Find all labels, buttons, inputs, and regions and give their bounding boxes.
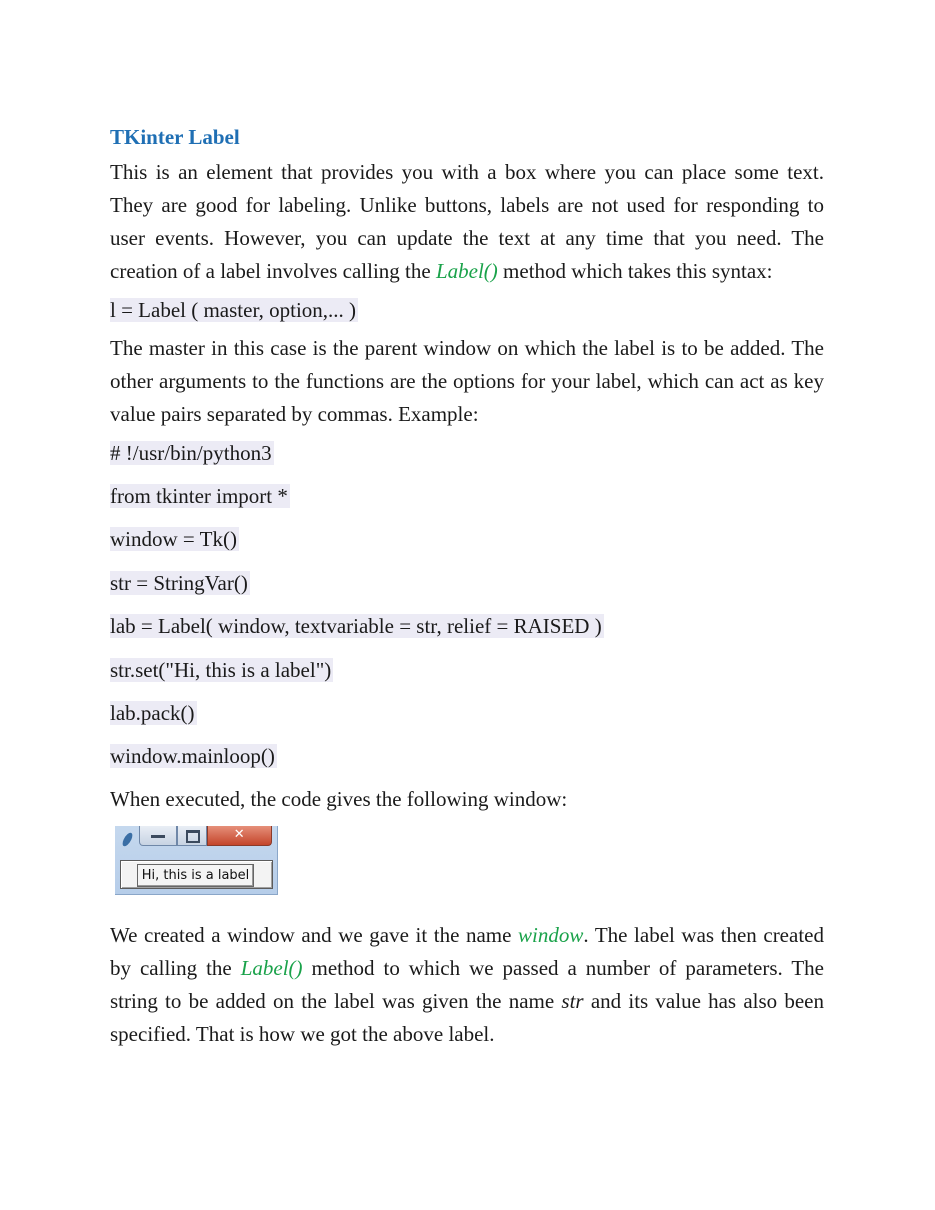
intro-text-before: This is an element that provides you with a box where you can place some text. They are good for labeling. Unlike buttons, labels are not used for responding to user events. However, you can update the text at any time that you need. The creation of a label involves calling the [110,160,824,283]
minimize-icon [139,826,177,846]
code-text: window = Tk() [110,527,237,551]
executed-paragraph: When executed, the code gives the following window: [110,787,568,811]
label-method-keyword: Label() [240,956,303,980]
code-line [110,658,824,683]
explanation-text: We created a window and we gave it the name [110,923,519,947]
explanation-paragraph [110,919,824,1051]
code-line [110,744,824,769]
intro-paragraph [110,156,824,288]
code-text: # !/usr/bin/python3 [110,441,272,465]
code-line [110,571,824,596]
section-heading: TKinter Label [110,125,240,149]
explanation-text: and its value has also been specified. That is how we got the above label. [110,989,825,1046]
label-frame [120,860,273,889]
window-keyword: window [518,923,584,947]
feather-icon [121,831,134,848]
code-line [110,527,824,552]
maximize-icon [177,826,207,846]
code-line [110,441,824,466]
label-method-keyword: Label() [435,259,498,283]
window-title-buttons [139,826,272,846]
explanation-text: method to which we passed a number of parameters. The string to be added on the label was given the name [110,956,824,1013]
code-line [110,701,824,726]
close-icon [207,826,273,846]
explanation-text: . The label was then created by calling the [110,923,824,980]
intro-text-after: method which takes this syntax: [497,259,773,283]
code-text: lab = Label( window, textvariable = str, relief = RAISED ) [110,614,602,638]
code-text: str.set("Hi, this is a label") [110,658,332,682]
syntax-line [110,298,824,323]
code-text: str = StringVar() [110,571,248,595]
code-text: lab.pack() [110,701,195,725]
document-page [110,121,824,1051]
code-text: window.mainloop() [110,744,275,768]
master-paragraph: The master in this case is the parent window on which the label is to be added. The other arguments to the functions are the options for your label, which can act as key value pairs separated by commas. Example: [110,336,824,426]
code-line [110,484,824,509]
label-widget: Hi, this is a label [137,864,254,887]
code-text: from tkinter import * [110,484,288,508]
str-italic: str [561,989,584,1013]
syntax-code: l = Label ( master, option,... ) [110,298,357,322]
code-line [110,614,824,639]
code-example [110,441,824,769]
tk-window-screenshot [115,826,278,895]
